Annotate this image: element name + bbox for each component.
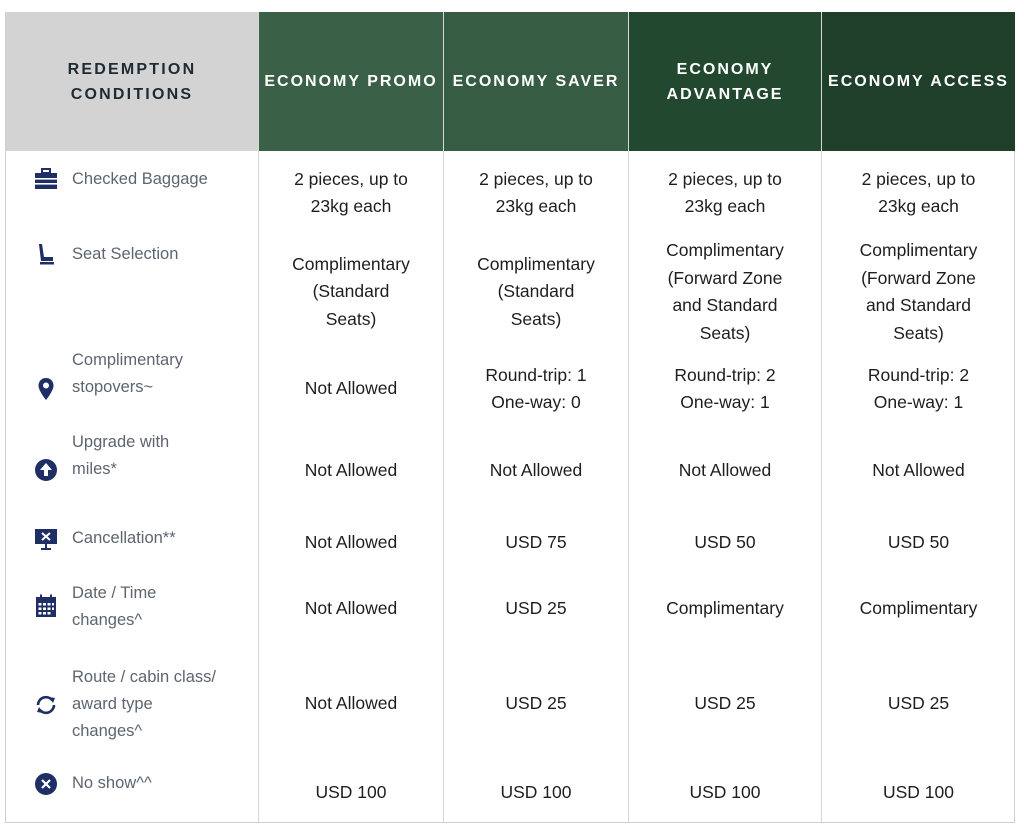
header-economy-saver: ECONOMY SAVER bbox=[443, 12, 628, 151]
row-label-upgrade bbox=[5, 429, 258, 512]
cell-upgrade-promo: Not Allowed bbox=[258, 429, 443, 512]
row-label-text: Route / cabin class/ award type changes^ bbox=[72, 668, 216, 740]
cell-baggage-advantage: 2 pieces, up to 23kg each bbox=[628, 151, 821, 235]
row-label-text: No show^^ bbox=[72, 774, 152, 792]
cell-seat-promo: Complimentary (Standard Seats) bbox=[258, 235, 443, 349]
upgrade-arrow-icon bbox=[34, 458, 58, 482]
cell-seat-saver: Complimentary (Standard Seats) bbox=[443, 235, 628, 349]
row-label-seat-selection bbox=[5, 235, 258, 349]
row-label-text: Seat Selection bbox=[72, 245, 179, 263]
row-label-text: Cancellation** bbox=[72, 529, 176, 547]
header-economy-access: ECONOMY ACCESS bbox=[821, 12, 1015, 151]
calendar-icon bbox=[34, 594, 58, 618]
cell-stopovers-saver: Round-trip: 1 One-way: 0 bbox=[443, 349, 628, 429]
cell-seat-access: Complimentary (Forward Zone and Standard Seats) bbox=[821, 235, 1015, 349]
cell-no-show-promo: USD 100 bbox=[258, 763, 443, 822]
row-label-cancellation bbox=[5, 512, 258, 574]
cell-baggage-access: 2 pieces, up to 23kg each bbox=[821, 151, 1015, 235]
header-economy-promo: ECONOMY PROMO bbox=[258, 12, 443, 151]
cell-no-show-saver: USD 100 bbox=[443, 763, 628, 822]
cell-route-promo: Not Allowed bbox=[258, 644, 443, 763]
row-label-text: Checked Baggage bbox=[72, 170, 208, 188]
cell-baggage-promo: 2 pieces, up to 23kg each bbox=[258, 151, 443, 235]
close-circle-icon bbox=[34, 772, 58, 796]
row-label-text: Complimentary stopovers~ bbox=[72, 351, 183, 396]
row-label-date-time bbox=[5, 574, 258, 644]
row-label-stopovers bbox=[5, 349, 258, 429]
cell-upgrade-advantage: Not Allowed bbox=[628, 429, 821, 512]
seat-icon bbox=[34, 242, 58, 266]
cell-baggage-saver: 2 pieces, up to 23kg each bbox=[443, 151, 628, 235]
cell-cancellation-advantage: USD 50 bbox=[628, 512, 821, 574]
cell-no-show-advantage: USD 100 bbox=[628, 763, 821, 822]
cell-upgrade-saver: Not Allowed bbox=[443, 429, 628, 512]
row-label-route-cabin-award bbox=[5, 644, 258, 763]
row-label-checked-baggage bbox=[5, 151, 258, 235]
cell-stopovers-access: Round-trip: 2 One-way: 1 bbox=[821, 349, 1015, 429]
cell-route-saver: USD 25 bbox=[443, 644, 628, 763]
cell-seat-advantage: Complimentary (Forward Zone and Standard Seats) bbox=[628, 235, 821, 349]
cancel-screen-icon bbox=[34, 527, 58, 551]
redemption-conditions-table bbox=[5, 12, 1015, 823]
cell-route-access: USD 25 bbox=[821, 644, 1015, 763]
header-redemption-conditions: REDEMPTION CONDITIONS bbox=[5, 12, 258, 151]
cell-date-time-promo: Not Allowed bbox=[258, 574, 443, 644]
suitcase-icon bbox=[34, 167, 58, 191]
cell-cancellation-access: USD 50 bbox=[821, 512, 1015, 574]
header-economy-advantage: ECONOMY ADVANTAGE bbox=[628, 12, 821, 151]
row-label-text: Date / Time changes^ bbox=[72, 584, 157, 629]
row-label-no-show bbox=[5, 763, 258, 822]
map-pin-icon bbox=[34, 377, 58, 401]
cell-upgrade-access: Not Allowed bbox=[821, 429, 1015, 512]
cell-date-time-saver: USD 25 bbox=[443, 574, 628, 644]
cell-stopovers-advantage: Round-trip: 2 One-way: 1 bbox=[628, 349, 821, 429]
cell-date-time-advantage: Complimentary bbox=[628, 574, 821, 644]
row-label-text: Upgrade with miles* bbox=[72, 433, 170, 478]
cell-cancellation-saver: USD 75 bbox=[443, 512, 628, 574]
cell-stopovers-promo: Not Allowed bbox=[258, 349, 443, 429]
cell-date-time-access: Complimentary bbox=[821, 574, 1015, 644]
cell-cancellation-promo: Not Allowed bbox=[258, 512, 443, 574]
cell-route-advantage: USD 25 bbox=[628, 644, 821, 763]
cell-no-show-access: USD 100 bbox=[821, 763, 1015, 822]
refresh-icon bbox=[34, 693, 58, 717]
